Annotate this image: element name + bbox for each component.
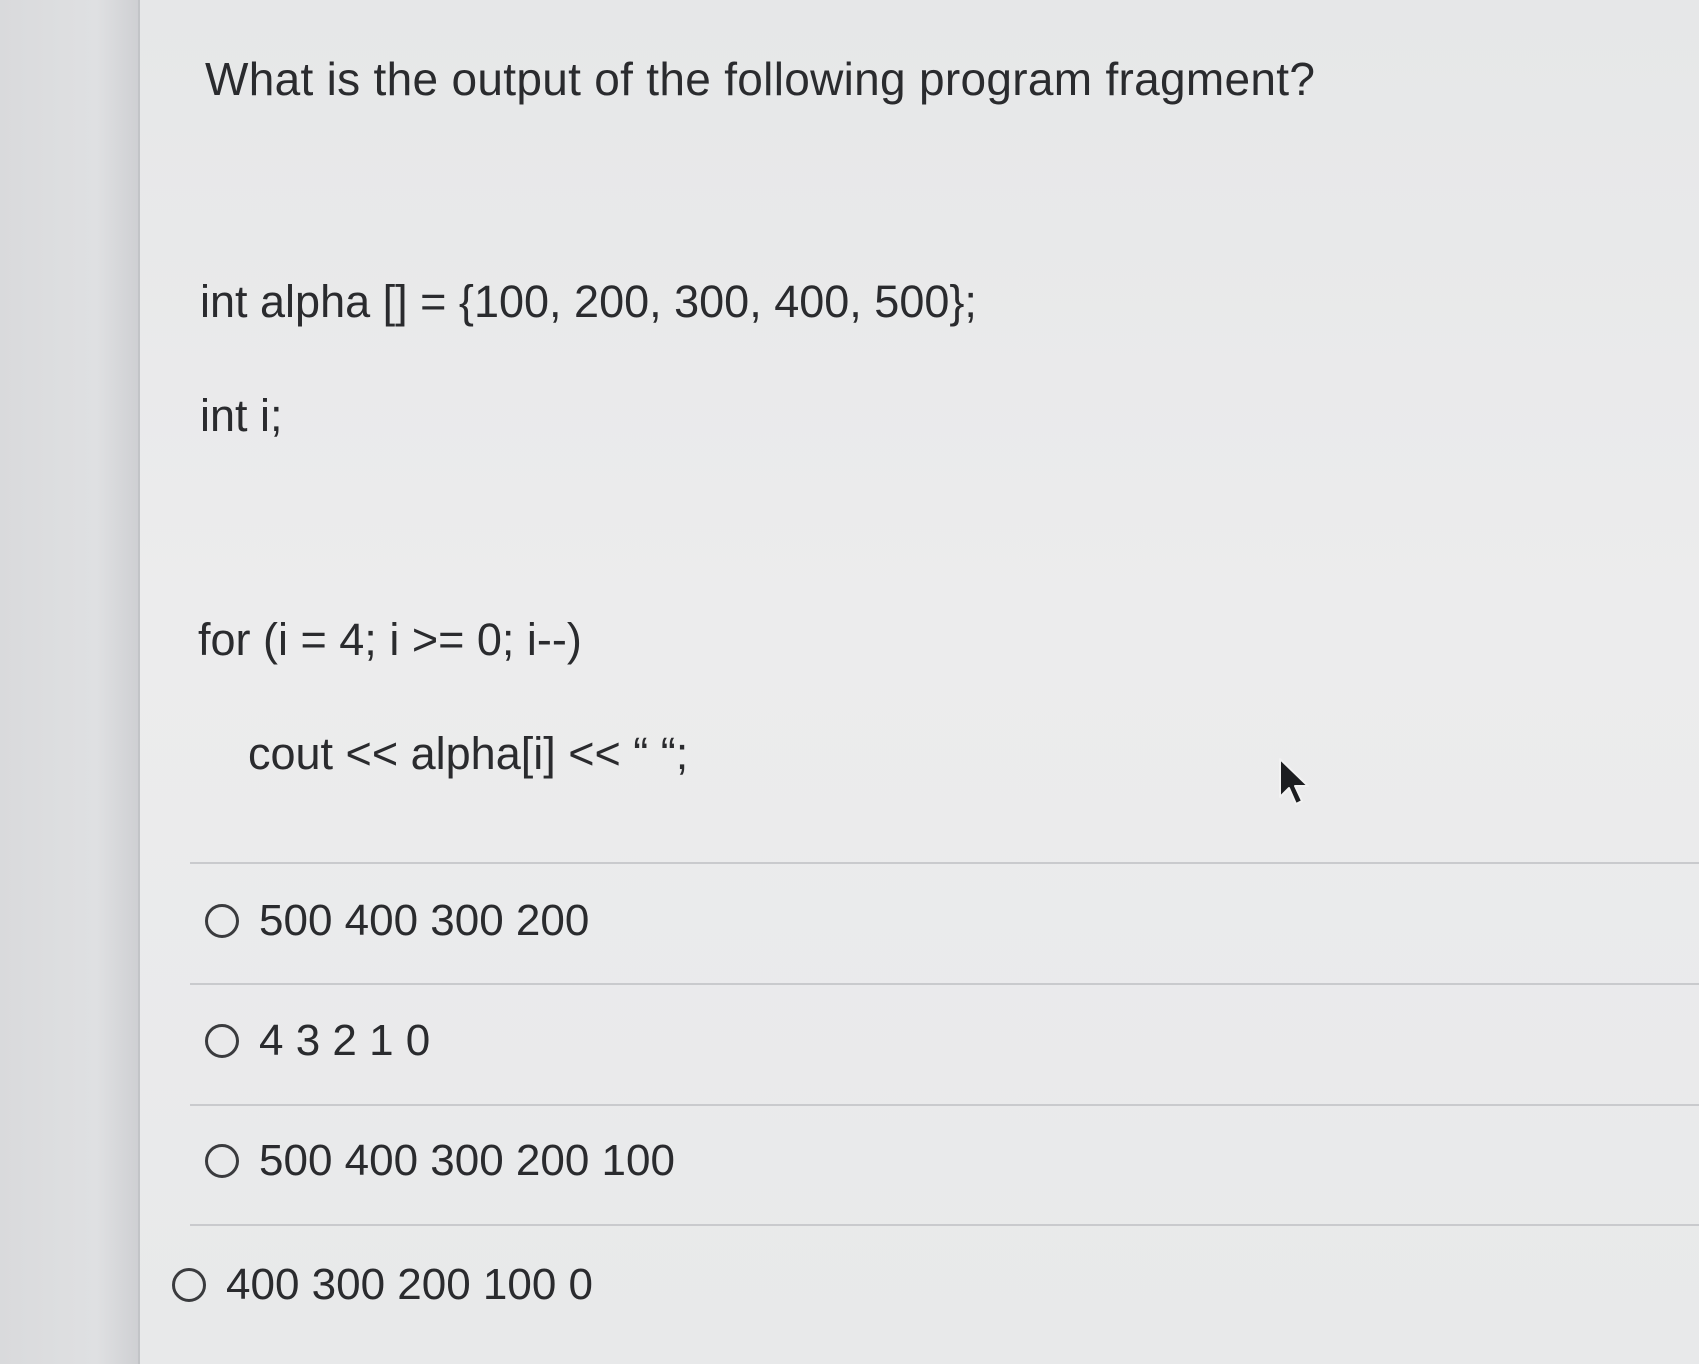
code-line-array-declaration: int alpha [] = {100, 200, 300, 400, 500};: [200, 276, 977, 327]
answer-option-4[interactable]: [172, 1260, 593, 1310]
radio-unselected-icon[interactable]: [205, 904, 239, 938]
left-margin: [0, 0, 140, 1364]
radio-unselected-icon[interactable]: [205, 1144, 239, 1178]
divider: [190, 1104, 1699, 1106]
divider: [190, 983, 1699, 985]
code-line-for-loop: for (i = 4; i >= 0; i--): [198, 614, 582, 665]
divider: [190, 862, 1699, 864]
answer-option-2[interactable]: [205, 1016, 430, 1066]
code-line-cout: cout << alpha[i] << “ “;: [248, 728, 689, 779]
divider: [190, 1224, 1699, 1226]
radio-unselected-icon[interactable]: [172, 1268, 206, 1302]
answer-option-3[interactable]: [205, 1136, 675, 1186]
answer-option-label[interactable]: 4 3 2 1 0: [259, 1016, 431, 1065]
answer-option-label[interactable]: 500 400 300 200 100: [259, 1136, 675, 1185]
question-text: What is the output of the following program fragment?: [205, 53, 1316, 105]
answer-option-1[interactable]: [205, 896, 589, 946]
answer-option-label[interactable]: 400 300 200 100 0: [226, 1260, 594, 1309]
code-line-int-declaration: int i;: [200, 390, 283, 441]
answer-option-label[interactable]: 500 400 300 200: [259, 896, 590, 945]
radio-unselected-icon[interactable]: [205, 1024, 239, 1058]
mouse-pointer-icon: [1278, 757, 1312, 812]
